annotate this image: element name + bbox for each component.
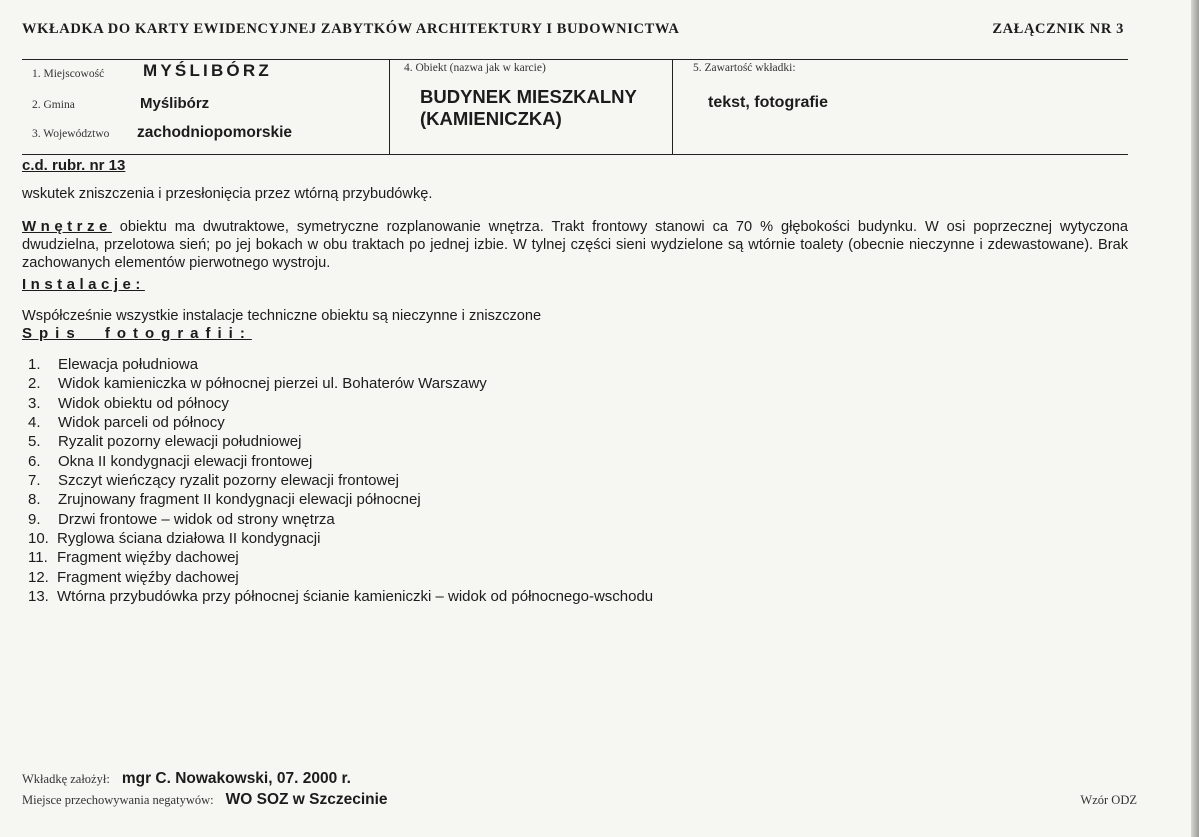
locality-value: MYŚLIBÓRZ — [143, 61, 272, 80]
object-name — [420, 86, 670, 130]
footer-negatives — [22, 791, 388, 809]
template-label: Wzór ODZ — [1080, 793, 1137, 807]
list-item: 8. Zrujnowany fragment II kondygnacji elewacji północnej — [28, 491, 421, 509]
list-item: 10. Ryglowa ściana działowa II kondygnacji — [28, 530, 321, 548]
list-item: 7. Szczyt wieńczący ryzalit pozorny elewacji frontowej — [28, 472, 399, 490]
installations-text: Współcześnie wszystkie instalacje techniczne obiektu są nieczynne i zniszczone — [22, 308, 542, 324]
list-item: 13. Wtórna przybudówka przy północnej ścianie kamieniczki – widok od północnego-wschodu — [28, 588, 654, 606]
table-bottom-rule — [22, 154, 1128, 155]
table-top-rule — [22, 59, 1128, 60]
list-item: 11. Fragment więźby dachowej — [28, 549, 239, 567]
commune-value: Myślibórz — [140, 95, 210, 112]
continuation-text: wskutek zniszczenia i przesłonięcia przez wtórną przybudówkę. — [22, 186, 433, 202]
footer-created — [22, 770, 351, 788]
interior-heading: Wnętrze — [22, 218, 112, 235]
list-item: 12. Fragment więźby dachowej — [28, 568, 239, 586]
negatives-label: Miejsce przechowywania negatywów: — [22, 793, 214, 807]
photos-heading: Spis fotografii: — [22, 325, 252, 342]
object-name-line-2: (KAMIENICZKA) — [420, 108, 562, 129]
list-item: 6. Okna II kondygnacji elewacji frontowej — [28, 452, 313, 470]
table-divider-1 — [389, 60, 390, 155]
list-item: 3. Widok obiektu od północy — [28, 394, 229, 412]
interior-paragraph — [22, 218, 1128, 272]
commune-label: 2. Gmina — [32, 99, 75, 111]
continuation-label: c.d. rubr. nr 13 — [22, 157, 126, 174]
created-label: Wkładkę założył: — [22, 772, 110, 786]
list-item: 2. Widok kamieniczka w północnej pierzei ul. Bohaterów Warszawy — [28, 375, 487, 393]
interior-text: obiektu ma dwutraktowe, symetryczne rozplanowanie wnętrza. Trakt frontowy stanowi ca 70 % głębokości budynku. W osi poprzecznej wytyczona dwudzielna, przelotowa sień; po jej bokach w obu traktach po jednej izbie. W tylnej części sieni wydzielone są wtórnie toalety (obecnie nieczynne i zdewastowane). Brak zachowanych elementów pierwotnego wystroju. — [22, 219, 1128, 271]
list-item: 1. Elewacja południowa — [28, 356, 199, 373]
annex-number: ZAŁĄCZNIK NR 3 — [992, 21, 1124, 37]
photo-list — [22, 355, 653, 606]
document-title: WKŁADKA DO KARTY EWIDENCYJNEJ ZABYTKÓW ARCHITEKTURY I BUDOWNICTWA — [22, 21, 680, 37]
contents-label: 5. Zawartość wkładki: — [693, 62, 796, 74]
contents-value: tekst, fotografie — [708, 94, 829, 111]
object-label: 4. Obiekt (nazwa jak w karcie) — [404, 62, 546, 74]
list-item: 5. Ryzalit pozorny elewacji południowej — [28, 433, 302, 451]
object-name-line-1: BUDYNEK MIESZKALNY — [420, 86, 637, 107]
installations-heading: Instalacje: — [22, 276, 145, 293]
list-item: 4. Widok parceli od północy — [28, 414, 225, 432]
created-value: mgr C. Nowakowski, 07. 2000 r. — [121, 770, 351, 787]
locality-label: 1. Miejscowość — [32, 68, 105, 80]
table-divider-2 — [672, 60, 673, 155]
list-item: 9. Drzwi frontowe – widok od strony wnętrza — [28, 510, 335, 528]
voivodeship-label: 3. Województwo — [32, 128, 110, 140]
negatives-value: WO SOZ w Szczecinie — [225, 791, 388, 808]
voivodeship-value: zachodniopomorskie — [137, 124, 293, 141]
scan-edge — [1191, 0, 1199, 837]
